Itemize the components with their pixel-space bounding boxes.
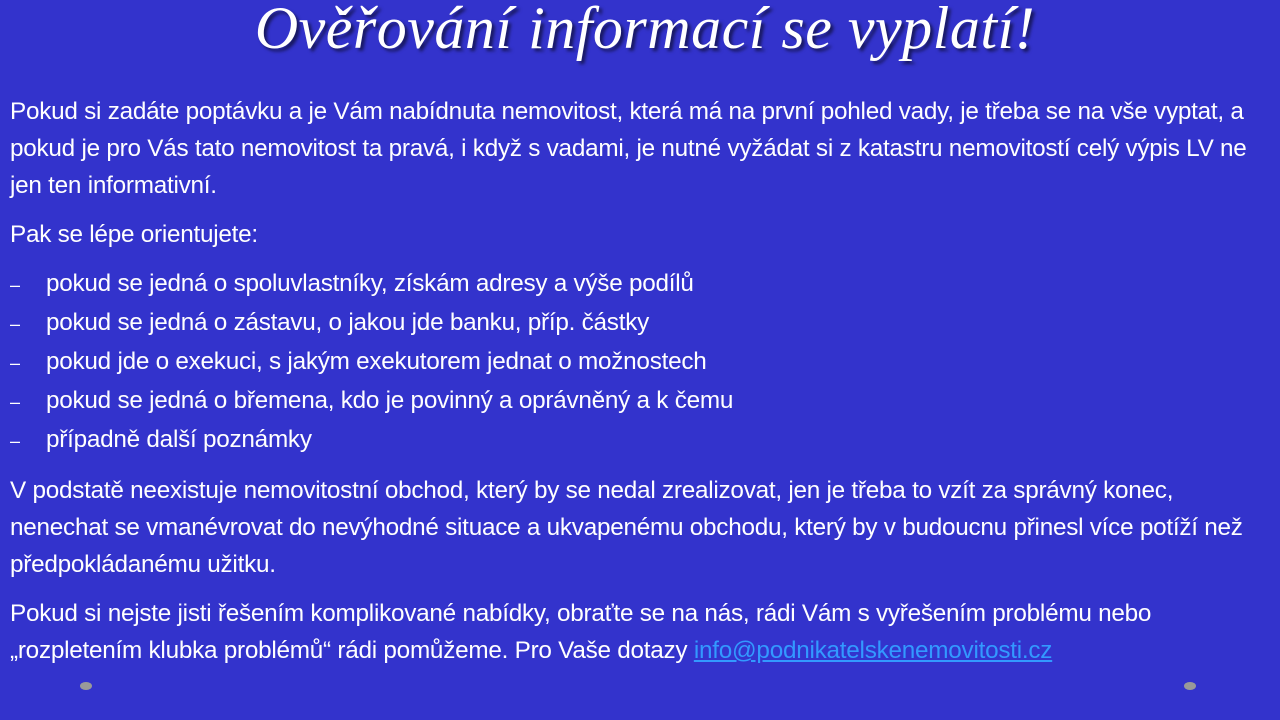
list-item-text: pokud jde o exekuci, s jakým exekutorem jednat o možnostech <box>46 348 707 375</box>
intro-paragraph: Pokud si zadáte poptávku a je Vám nabídnuta nemovitost, která má na první pohled vady, je třeba se na vše vyptat, a pokud je pro Vás tato nemovitost ta pravá, i když s vadami, je nutné vyžádat si z katastru nemovitostí celý výpis LV ne jen ten informativní. <box>10 98 1247 199</box>
contact-paragraph <box>10 595 1250 669</box>
list-item <box>10 265 1250 304</box>
dash-bullet-icon: – <box>10 314 20 334</box>
list-item <box>10 343 1250 382</box>
slide-title: Ověřování informací se vyplatí! <box>254 0 1036 61</box>
orientation-paragraph: Pak se lépe orientujete: <box>10 221 258 248</box>
right-dot-icon <box>1184 682 1196 690</box>
list-item <box>10 304 1250 343</box>
list-item-text: pokud se jedná o zástavu, o jakou jde banku, příp. částky <box>46 309 650 336</box>
dash-bullet-icon: – <box>10 431 20 451</box>
contact-text: Pokud si nejste jisti řešením komplikované nabídky, obraťte se na nás, rádi Vám s vyřešením problému nebo „rozpletením klubka problémů“ rádi pomůžeme. Pro Vaše dotazy <box>10 600 1152 664</box>
dash-bullet-icon: – <box>10 392 20 412</box>
info-bullet-list <box>10 265 1250 460</box>
conclusion-paragraph: V podstatě neexistuje nemovitostní obchod, který by se nedal zrealizovat, jen je třeba to vzít za správný konec, nenechat se vmanévrovat do nevýhodné situace a ukvapenému obchodu, který by v budoucnu přinesl více potíží než předpokládanému užitku. <box>10 477 1243 578</box>
list-item-text: případně další poznámky <box>46 426 312 453</box>
list-item <box>10 382 1250 421</box>
list-item-text: pokud se jedná o břemena, kdo je povinný a oprávněný a k čemu <box>46 387 734 414</box>
dash-bullet-icon: – <box>10 353 20 373</box>
list-item <box>10 421 1250 460</box>
slide-body <box>10 93 1250 681</box>
dash-bullet-icon: – <box>10 275 20 295</box>
list-item-text: pokud se jedná o spoluvlastníky, získám adresy a výše podílů <box>46 270 694 297</box>
email-link[interactable]: info@podnikatelskenemovitosti.cz <box>693 637 1053 664</box>
left-dot-icon <box>80 682 92 690</box>
